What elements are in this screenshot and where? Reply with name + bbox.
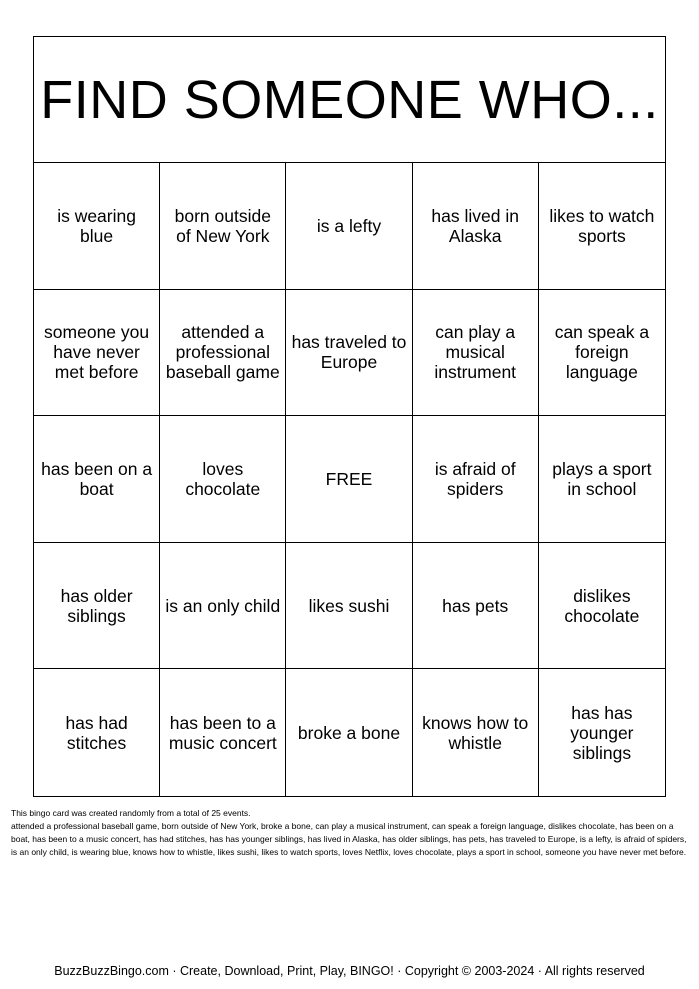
bingo-cell: dislikes chocolate [539, 543, 665, 670]
card-title: FIND SOMEONE WHO... [40, 69, 659, 130]
bingo-cell: loves chocolate [160, 416, 286, 543]
bingo-cell: can play a musical instrument [413, 290, 539, 417]
title-row [34, 37, 665, 163]
bingo-cell: has has younger siblings [570, 702, 634, 763]
bingo-cell: plays a sport in school [539, 416, 665, 543]
info-summary: This bingo card was created randomly from a total of 25 events. [11, 808, 251, 818]
bingo-cell: is an only child [160, 543, 286, 670]
free-space-cell: FREE [286, 416, 412, 543]
footer: BuzzBuzzBingo.com · Create, Download, Print, Play, BINGO! · Copyright © 2003-2024 · All rights reserved [54, 964, 645, 978]
bingo-cell: broke a bone [286, 669, 412, 796]
bingo-cell: has traveled to Europe [286, 290, 412, 417]
bingo-cell: is afraid of spiders [413, 416, 539, 543]
bingo-cell: likes to watch sports [539, 163, 665, 290]
bingo-cell: likes sushi [286, 543, 412, 670]
bingo-cell: has lived in Alaska [413, 163, 539, 290]
bingo-cell: has been to a music concert [160, 669, 286, 796]
bingo-cell: has had stitches [34, 669, 160, 796]
card-info [11, 807, 691, 859]
bingo-cell: has older siblings [34, 543, 160, 670]
bingo-cell: has pets [413, 543, 539, 670]
bingo-cell: is wearing blue [34, 163, 160, 290]
bingo-cell: can speak a foreign language [539, 290, 665, 417]
bingo-cell: attended a professional baseball game [160, 290, 286, 417]
bingo-cell: someone you have never met before [34, 290, 160, 417]
bingo-grid [34, 163, 665, 796]
bingo-cell: has been on a boat [34, 416, 160, 543]
info-event-list: attended a professional baseball game, born outside of New York, broke a bone, can play a musical instrument, can speak a foreign language, dislikes chocolate, has been on a boat, has been to a music concert, has had stitches, has has younger siblings, has lived in Alaska, has older siblings, has pets, has traveled to Europe, is a lefty, is afraid of spiders, is an only child, is wearing blue, knows how to whistle, likes sushi, likes to watch sports, loves Netflix, loves chocolate, plays a sport in school, someone you have never met before. [11, 821, 687, 857]
bingo-cell: born outside of New York [160, 163, 286, 290]
bingo-cell: knows how to whistle [413, 669, 539, 796]
bingo-cell: is a lefty [286, 163, 412, 290]
bingo-card [33, 36, 666, 797]
